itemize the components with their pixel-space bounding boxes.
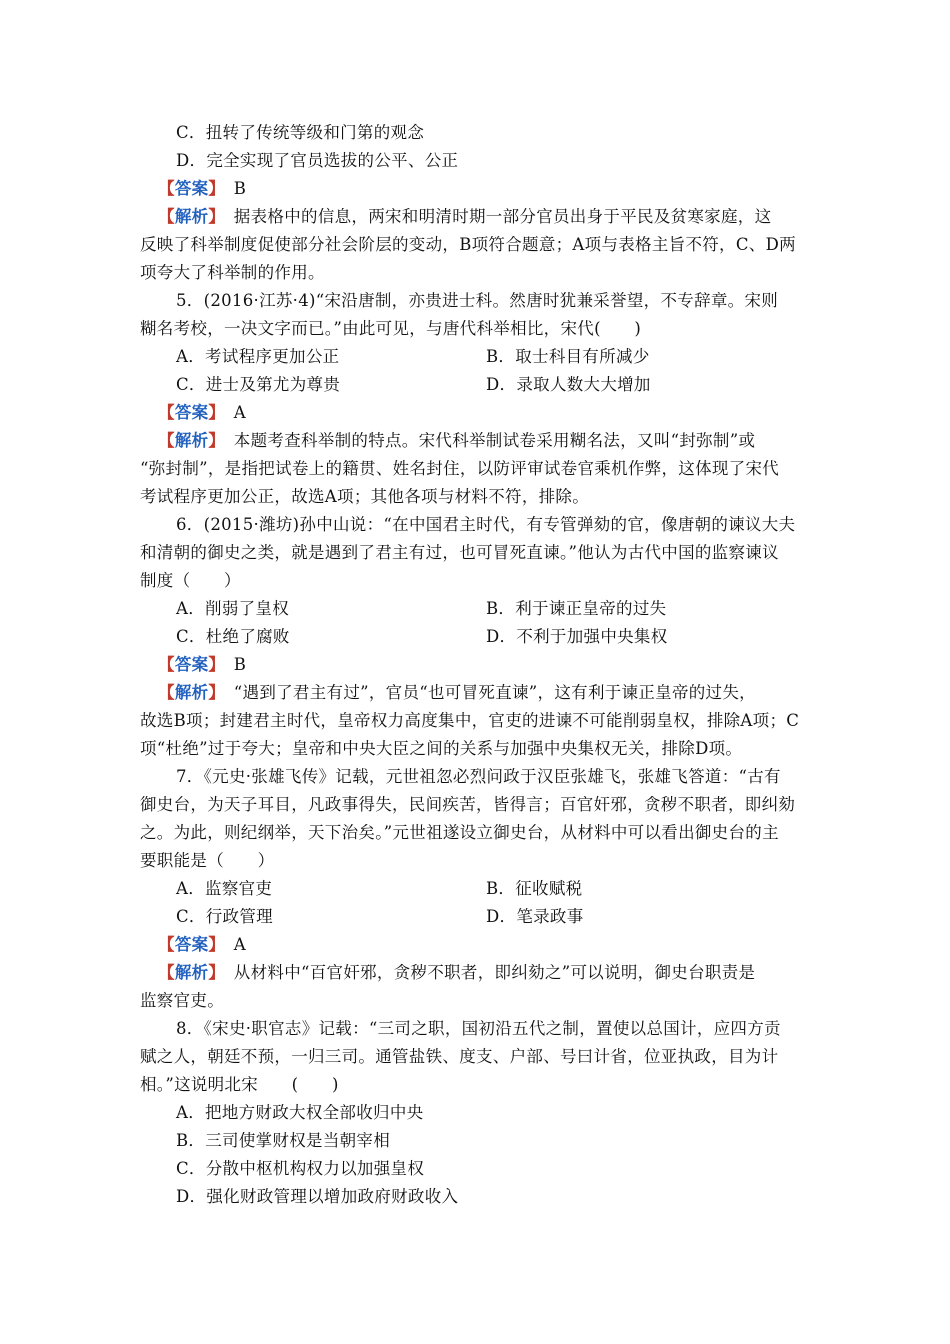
q7-analysis-line1: 【解析】 从材料中“百官奸邪，贪秽不职者，即纠劾之”可以说明，御史台职责是: [158, 963, 756, 982]
q6-analysis-line3: 项“杜绝”过于夸大；皇帝和中央大臣之间的关系与加强中央集权无关，排除D项。: [140, 739, 743, 758]
analysis-tag: 【解析】: [158, 963, 217, 982]
q5-answer: A: [233, 403, 247, 422]
q5-stem-line2: 糊名考校，一决文字而已。”由此可见，与唐代科举相比，宋代( ): [140, 319, 642, 338]
q6-answer: B: [233, 655, 247, 674]
q7-answer-line: [158, 935, 246, 955]
q7-option-b: B．征收赋税: [486, 879, 583, 898]
q7-stem-line1: 7．《元史·张雄飞传》记载，元世祖忽必烈问政于汉臣张雄飞，张雄飞答道：“古有: [176, 767, 781, 786]
q6-stem-line2: 和清朝的御史之类，就是遇到了君主有过，也可冒死直谏。”他认为古代中国的监察谏议: [140, 543, 779, 562]
q6-option-b: B．利于谏正皇帝的过失: [486, 599, 667, 618]
q6-stem-line3: 制度（ ）: [140, 571, 241, 590]
q8-stem-line3: 相。”这说明北宋 ( ): [140, 1075, 339, 1094]
analysis-tag: 【解析】: [158, 207, 217, 226]
answer-tag: 【答案】: [158, 403, 217, 422]
q8-option-b: B．三司使掌财权是当朝宰相: [176, 1131, 391, 1150]
q6-option-c: C．杜绝了腐败: [176, 627, 290, 646]
q4-answer-line: [158, 179, 246, 199]
q5-option-d: D．录取人数大大增加: [486, 375, 651, 394]
q7-stem-line3: 之。为此，则纪纲举，天下治矣。”元世祖遂设立御史台，从材料中可以看出御史台的主: [140, 823, 779, 842]
q4-option-d: D．完全实现了官员选拔的公平、公正: [176, 151, 459, 170]
q5-answer-line: [158, 403, 246, 423]
q8-option-c: C．分散中枢机构权力以加强皇权: [176, 1159, 425, 1178]
q5-option-a: A．考试程序更加公正: [176, 347, 340, 366]
q7-answer: A: [233, 935, 247, 954]
q4-analysis-line2: 反映了科举制度促使部分社会阶层的变动，B项符合题意；A项与表格主旨不符，C、D两: [140, 235, 796, 254]
q5-stem-line1: 5．(2016·江苏·4)“宋沿唐制，亦贵进士科。然唐时犹兼采誉望，不专辞章。宋则: [176, 291, 779, 310]
q6-option-a: A．削弱了皇权: [176, 599, 290, 618]
q6-option-d: D．不利于加强中央集权: [486, 627, 668, 646]
analysis-tag: 【解析】: [158, 683, 217, 702]
q7-stem-line4: 要职能是（ ）: [140, 851, 275, 870]
q8-stem-line2: 赋之人，朝廷不预，一归三司。通管盐铁、度支、户部、号曰计省，位亚执政，目为计: [140, 1047, 779, 1066]
q4-analysis-line1: 【解析】 据表格中的信息，两宋和明清时期一部分官员出身于平民及贫寒家庭，这: [158, 207, 772, 226]
q7-option-d: D．笔录政事: [486, 907, 584, 926]
q8-option-a: A．把地方财政大权全部收归中央: [176, 1103, 424, 1122]
q5-analysis-line3: 考试程序更加公正，故选A项；其他各项与材料不符，排除。: [140, 487, 590, 506]
q4-analysis-line3: 项夸大了科举制的作用。: [140, 263, 325, 282]
q6-analysis-line2: 故选B项；封建君主时代，皇帝权力高度集中，官吏的进谏不可能削弱皇权，排除A项；C: [140, 711, 800, 730]
answer-tag: 【答案】: [158, 179, 217, 198]
q4-answer: B: [233, 179, 247, 198]
q4-option-c: C．扭转了传统等级和门第的观念: [176, 123, 425, 142]
q7-option-c: C．行政管理: [176, 907, 273, 926]
q5-option-c: C．进士及第尤为尊贵: [176, 375, 341, 394]
q7-stem-line2: 御史台，为天子耳目，凡政事得失，民间疾苦，皆得言；百官奸邪，贪秽不职者，即纠劾: [140, 795, 796, 814]
q6-stem-line1: 6．(2015·潍坊)孙中山说：“在中国君主时代，有专管弹劾的官，像唐朝的谏议大夫: [176, 515, 796, 534]
q8-stem-line1: 8．《宋史·职官志》记载：“三司之职，国初沿五代之制，置使以总国计，应四方贡: [176, 1019, 781, 1038]
q6-answer-line: [158, 655, 246, 675]
q5-option-b: B．取士科目有所减少: [486, 347, 650, 366]
analysis-tag: 【解析】: [158, 431, 217, 450]
q6-analysis-line1: 【解析】 “遇到了君主有过”，官员“也可冒死直谏”，这有利于谏正皇帝的过失，: [158, 683, 756, 702]
q5-analysis-line1: 【解析】 本题考查科举制的特点。宋代科举制试卷采用糊名法，又叫“封弥制”或: [158, 431, 756, 450]
answer-tag: 【答案】: [158, 935, 217, 954]
q7-analysis-line2: 监察官吏。: [140, 991, 224, 1010]
q8-option-d: D．强化财政管理以增加政府财政收入: [176, 1187, 459, 1206]
q7-option-a: A．监察官吏: [176, 879, 273, 898]
q5-analysis-line2: “弥封制”，是指把试卷上的籍贯、姓名封住，以防评审试卷官乘机作弊，这体现了宋代: [140, 459, 780, 478]
answer-tag: 【答案】: [158, 655, 217, 674]
